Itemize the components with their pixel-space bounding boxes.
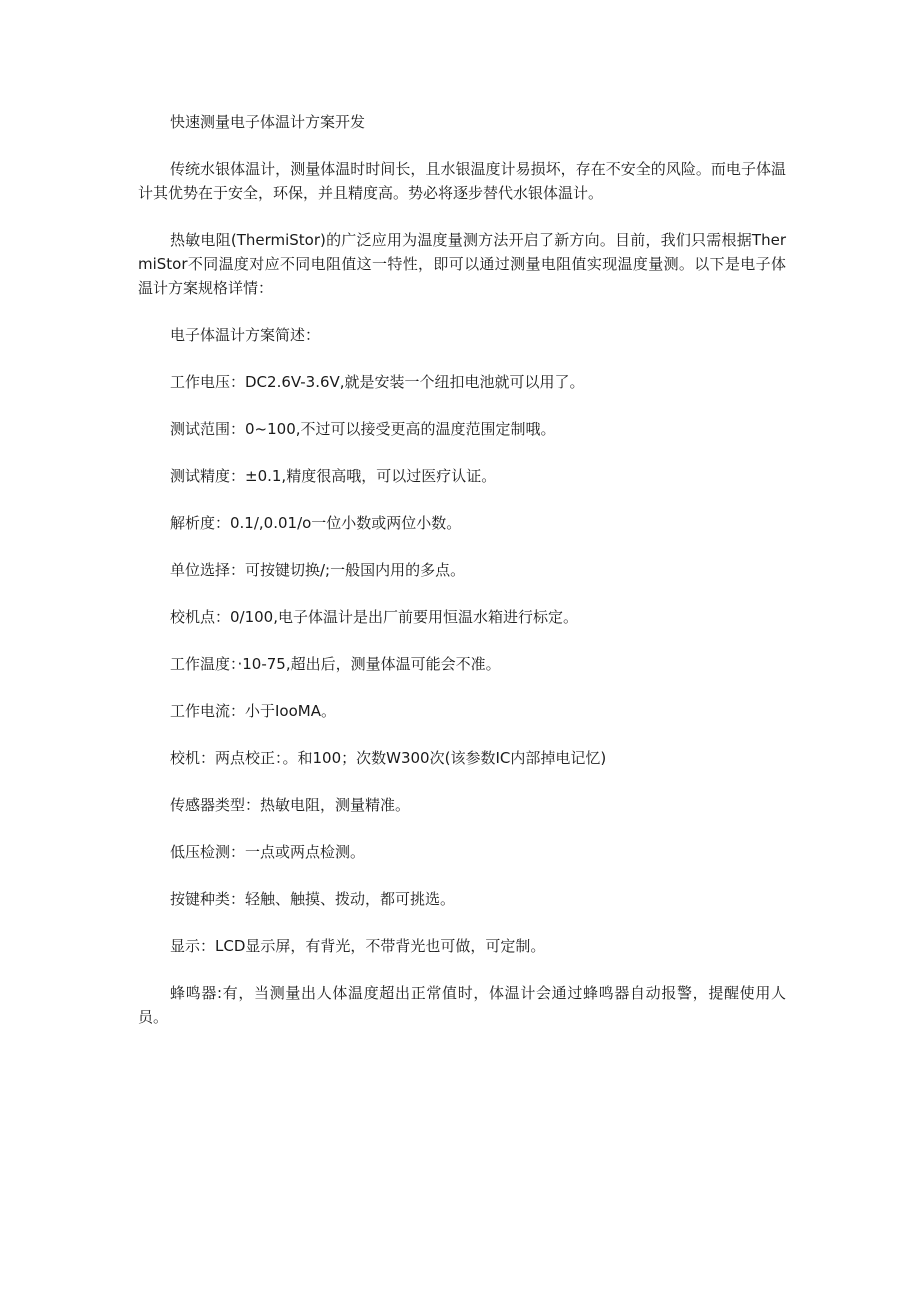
spec-test-accuracy: 测试精度：±0.1,精度很高哦，可以过医疗认证。 [170,467,497,485]
document-body [138,110,786,1029]
spec-display: 显示：LCD显示屏，有背光，不带背光也可做，可定制。 [170,937,546,955]
spec-resolution: 解析度：0.1/,0.01/o一位小数或两位小数。 [170,514,462,532]
spec-unit-selection: 单位选择：可按键切换/;一般国内用的多点。 [170,561,466,579]
spec-buzzer: 蜂鸣器:有，当测量出人体温度超出正常值时，体温计会通过蜂鸣器自动报警，提醒使用人员。 [138,984,786,1026]
spec-working-voltage: 工作电压：DC2.6V-3.6V,就是安装一个纽扣电池就可以用了。 [170,373,585,391]
spec-low-voltage-detection: 低压检测：一点或两点检测。 [170,843,366,861]
spec-calibration-point: 校机点：0/100,电子体温计是出厂前要用恒温水箱进行标定。 [170,608,578,626]
document-title: 快速测量电子体温计方案开发 [170,113,366,131]
spec-sensor-type: 传感器类型：热敏电阻，测量精准。 [170,796,411,814]
spec-working-current: 工作电流：小于IooMA。 [170,702,336,720]
thermistor-paragraph: 热敏电阻(ThermiStor)的广泛应用为温度量测方法开启了新方向。目前，我们只需根据ThermiStor不同温度对应不同电阻值这一特性，即可以通过测量电阻值实现温度量测。以下是电子体温计方案规格详情： [138,231,786,297]
spec-test-range: 测试范围：0~100,不过可以接受更高的温度范围定制哦。 [170,420,556,438]
intro-paragraph: 传统水银体温计，测量体温时时间长，且水银温度计易损坏，存在不安全的风险。而电子体温计其优势在于安全，环保，并且精度高。势必将逐步替代水银体温计。 [138,160,786,202]
spec-key-type: 按键种类：轻触、触摸、拨动，都可挑选。 [170,890,456,908]
spec-working-temperature: 工作温度：·10-75,超出后，测量体温可能会不准。 [170,655,501,673]
spec-heading: 电子体温计方案简述： [170,326,321,344]
spec-calibration: 校机：两点校正：。和100；次数W300次(该参数IC内部掉电记忆) [170,749,607,767]
